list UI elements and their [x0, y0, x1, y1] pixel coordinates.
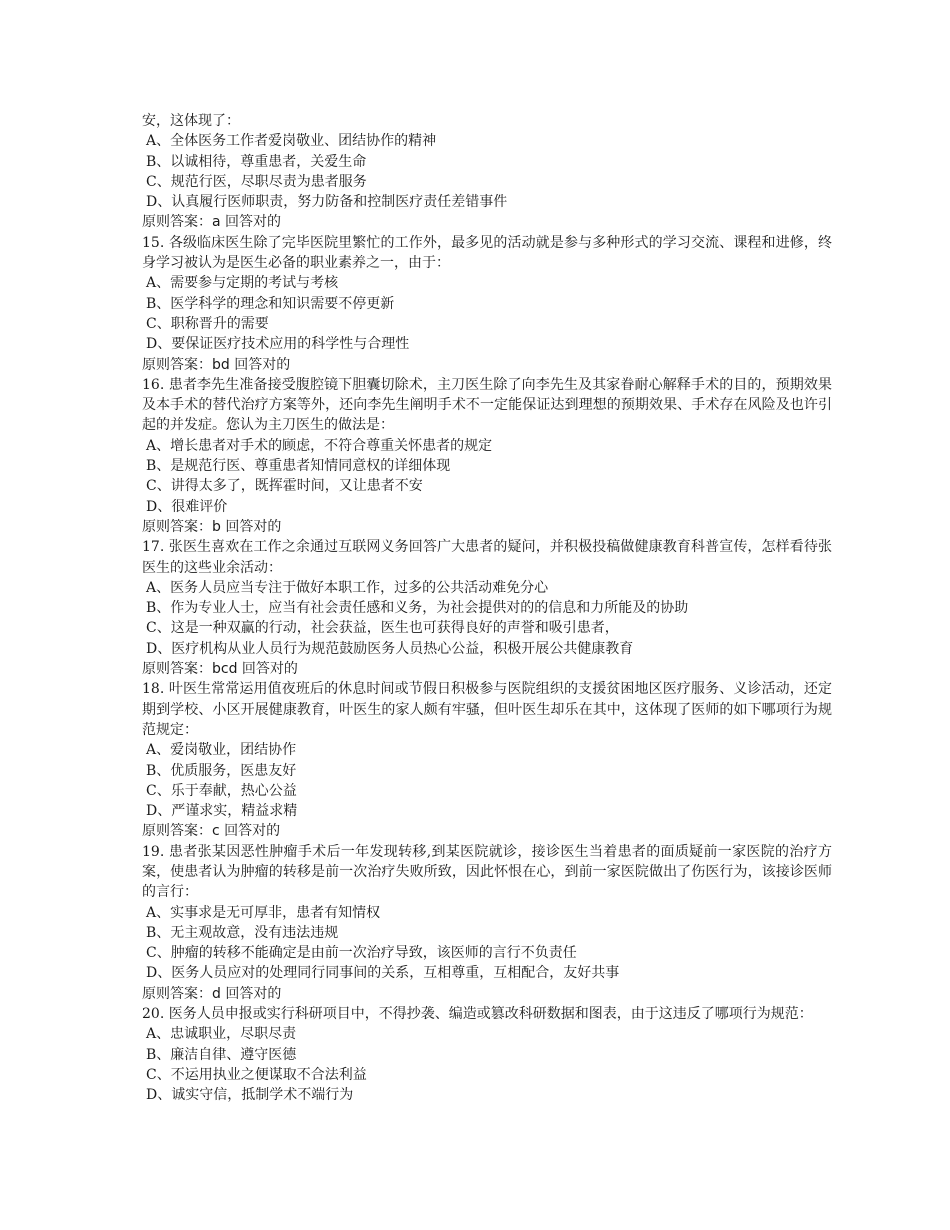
answer-prefix: 原则答案： — [142, 356, 212, 373]
answer-letters: d — [212, 985, 221, 1002]
question-block — [142, 537, 832, 679]
standard-answer — [142, 212, 832, 232]
option-d: D、严谨求实，精益求精 — [146, 803, 298, 820]
option-c: C、这是一种双赢的行动，社会获益，医生也可获得良好的声誉和吸引患者， — [146, 620, 619, 637]
answer-suffix: 回答对的 — [220, 518, 282, 535]
option-c: C、职称晋升的需要 — [146, 315, 269, 332]
answer-letters: bd — [212, 356, 230, 373]
answer-letters: bcd — [212, 661, 238, 678]
standard-answer — [142, 984, 832, 1004]
question-stem: 20. 医务人员申报或实行科研项目中，不得抄袭、编造或篡改科研数据和图表，由于这违反了哪项行为规范： — [142, 1006, 813, 1023]
answer-letters: a — [212, 214, 221, 231]
option-b: B、廉洁自律、遵守医德 — [146, 1046, 297, 1063]
option-d: D、要保证医疗技术应用的科学性与合理性 — [146, 336, 410, 353]
option-a: A、爱岗敬业，团结协作 — [146, 742, 297, 759]
option-c: C、乐于奉献，热心公益 — [146, 782, 297, 799]
document-body — [142, 111, 832, 1106]
question-stem: 19. 患者张某因恶性肿瘤手术后一年发现转移,到某医院就诊，接诊医生当着患者的面质疑前一家医院的治疗方案，使患者认为肿瘤的转移是前一次治疗失败所致，因此怀恨在心，到前一家医院做出了伤医行为，该接诊医师的言行： — [142, 843, 832, 901]
standard-answer — [142, 659, 832, 679]
question-block — [142, 233, 832, 375]
answer-prefix: 原则答案： — [142, 518, 212, 535]
option-d: D、医务人员应对的处理同行同事间的关系，互相尊重，互相配合，友好共事 — [146, 965, 620, 982]
answer-letters: c — [212, 823, 220, 840]
option-a: A、忠诚职业，尽职尽责 — [146, 1026, 297, 1043]
answer-suffix: 回答对的 — [220, 985, 282, 1002]
standard-answer — [142, 355, 832, 375]
answer-prefix: 原则答案： — [142, 214, 212, 231]
option-b: B、以诚相待，尊重患者，关爱生命 — [146, 153, 367, 170]
option-d: D、认真履行医师职责，努力防备和控制医疗责任差错事件 — [146, 194, 508, 211]
option-d: D、医疗机构从业人员行为规范鼓励医务人员热心公益，积极开展公共健康教育 — [146, 640, 634, 657]
option-a: A、全体医务工作者爱岗敬业、团结协作的精神 — [146, 133, 437, 150]
question-block — [142, 111, 832, 233]
question-block — [142, 679, 832, 841]
option-b: B、作为专业人士，应当有社会责任感和义务，为社会提供对的的信息和力所能及的协助 — [146, 600, 689, 617]
answer-prefix: 原则答案： — [142, 985, 212, 1002]
question-stem: 18. 叶医生常常运用值夜班后的休息时间或节假日积极参与医院组织的支援贫困地区医疗服务、义诊活动，还定期到学校、小区开展健康教育，叶医生的家人颇有牢骚，但叶医生却乐在其中，这体现了医师的如下哪项行为规范规定： — [142, 681, 832, 738]
option-c: C、规范行医，尽职尽责为患者服务 — [146, 173, 367, 190]
question-stem: 安，这体现了： — [142, 113, 240, 129]
standard-answer — [142, 517, 832, 537]
option-a: A、实事求是无可厚非，患者有知情权 — [146, 904, 381, 921]
question-stem: 17. 张医生喜欢在工作之余通过互联网义务回答广大患者的疑问，并积极投稿做健康教育科普宣传，怎样看待张医生的这些业余活动： — [142, 539, 832, 576]
question-block — [142, 842, 832, 1004]
answer-suffix: 回答对的 — [229, 356, 291, 373]
option-a: A、需要参与定期的考试与考核 — [146, 275, 339, 292]
answer-prefix: 原则答案： — [142, 661, 212, 678]
option-b: B、无主观故意，没有违法违规 — [146, 924, 339, 941]
question-block — [142, 375, 832, 537]
option-c: C、讲得太多了，既挥霍时间，又让患者不安 — [146, 478, 423, 495]
answer-letters: b — [212, 518, 221, 535]
question-block — [142, 1004, 832, 1105]
option-c: C、不运用执业之便谋取不合法利益 — [146, 1066, 367, 1083]
option-b: B、医学科学的理念和知识需要不停更新 — [146, 295, 395, 312]
question-stem: 15. 各级临床医生除了完毕医院里繁忙的工作外，最多见的活动就是参与多种形式的学习交流、课程和进修，终身学习被认为是医生必备的职业素养之一，由于： — [142, 234, 832, 272]
option-a: A、医务人员应当专注于做好本职工作，过多的公共活动难免分心 — [146, 579, 549, 596]
option-d: D、诚实守信，抵制学术不端行为 — [146, 1087, 354, 1104]
standard-answer — [142, 821, 832, 841]
question-stem: 16. 患者李先生准备接受腹腔镜下胆囊切除术，主刀医生除了向李先生及其家眷耐心解释手术的目的，预期效果及本手术的替代治疗方案等外，还向李先生阐明手术不一定能保证达到理想的预期效果、手术存在风险及也许引起的并发症。您认为主刀医生的做法是： — [142, 376, 832, 434]
option-b: B、优质服务，医患友好 — [146, 762, 297, 779]
answer-suffix: 回答对的 — [220, 214, 282, 231]
option-a: A、增长患者对手术的顾虑，不符合尊重关怀患者的规定 — [146, 437, 493, 454]
option-d: D、很难评价 — [146, 498, 228, 515]
answer-suffix: 回答对的 — [219, 823, 281, 840]
option-b: B、是规范行医、尊重患者知情同意权的详细体现 — [146, 458, 451, 475]
answer-suffix: 回答对的 — [237, 661, 298, 678]
answer-prefix: 原则答案： — [142, 823, 212, 840]
option-c: C、肿瘤的转移不能确定是由前一次治疗导致，该医师的言行不负责任 — [146, 945, 577, 962]
